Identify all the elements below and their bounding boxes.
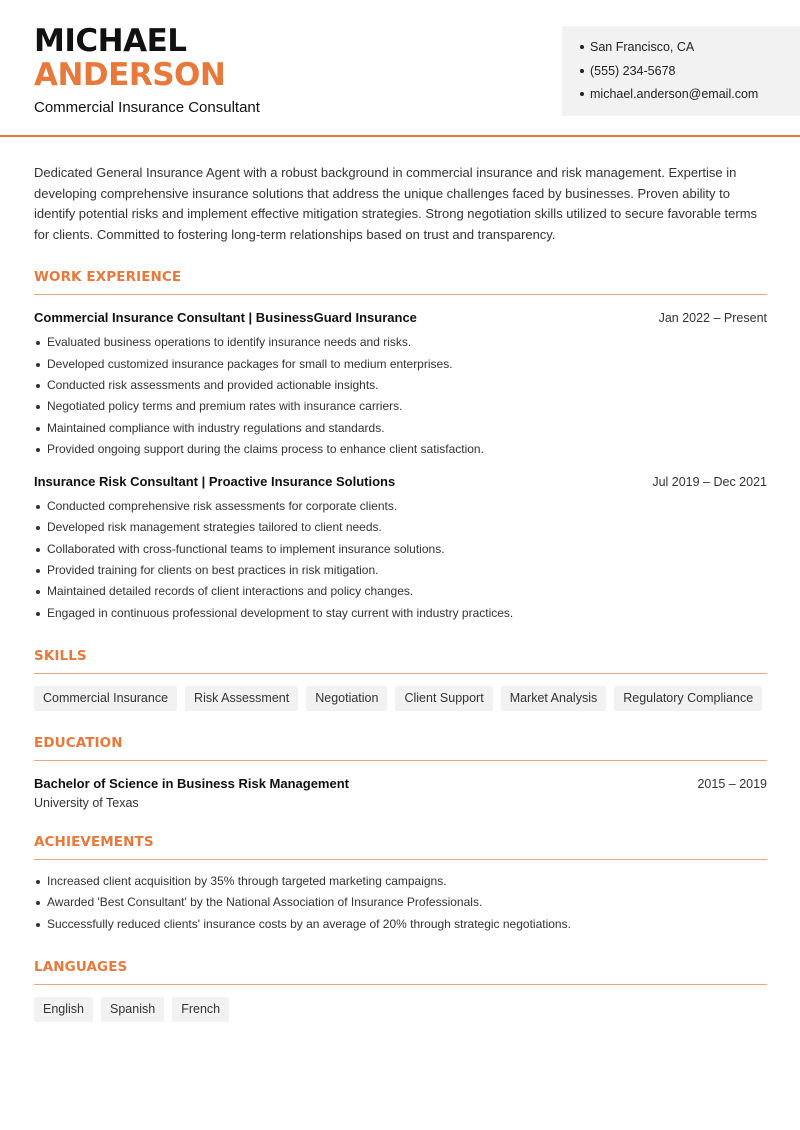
languages-tags <box>34 997 767 1022</box>
bullet-item: Collaborated with cross-functional teams to implement insurance solutions. <box>34 539 767 560</box>
skills-tags <box>34 686 767 711</box>
job-dates: Jul 2019 – Dec 2021 <box>652 475 767 490</box>
language-tag: French <box>172 997 229 1022</box>
bullet-item: Conducted risk assessments and provided actionable insights. <box>34 375 767 396</box>
job-title: Commercial Insurance Consultant <box>34 99 260 116</box>
section-heading: LANGUAGES <box>34 959 767 985</box>
section-heading: EDUCATION <box>34 735 767 761</box>
achievement-item: Increased client acquisition by 35% through targeted marketing campaigns. <box>34 871 767 892</box>
work-experience-section <box>34 269 767 624</box>
degree: Bachelor of Science in Business Risk Management <box>34 775 349 791</box>
resume-body <box>34 163 767 1022</box>
professional-summary: Dedicated General Insurance Agent with a robust background in commercial insurance and risk management. Expertise in developing comprehensive insurance solutions that address the unique challenges faced by businesses. Proven ability to identify potential risks and implement effective mitigation strategies. Strong negotiation skills utilized to secure favorable terms for clients. Committed to fostering long-term relationships based on trust and transparency. <box>34 165 758 242</box>
school-name: University of Texas <box>34 795 139 810</box>
first-name: MICHAEL <box>34 23 187 59</box>
contact-location: San Francisco, CA <box>580 39 800 63</box>
section-heading: SKILLS <box>34 648 767 674</box>
skill-tag: Commercial Insurance <box>34 686 177 711</box>
bullet-item: Maintained compliance with industry regulations and standards. <box>34 418 767 439</box>
bullet-item: Negotiated policy terms and premium rates with insurance carriers. <box>34 396 767 417</box>
education-dates: 2015 – 2019 <box>697 776 767 791</box>
achievements-list <box>34 871 767 935</box>
job-entry <box>34 310 767 460</box>
achievement-item: Successfully reduced clients' insurance costs by an average of 20% through strategic negotiations. <box>34 914 767 935</box>
resume-header <box>0 0 800 137</box>
bullet-item: Provided training for clients on best practices in risk mitigation. <box>34 560 767 581</box>
skill-tag: Negotiation <box>306 686 387 711</box>
job-entry <box>34 474 767 624</box>
job-title-company: Commercial Insurance Consultant | BusinessGuard Insurance <box>34 310 417 326</box>
education-entry <box>34 776 767 810</box>
job-bullets <box>34 332 767 460</box>
contact-box <box>562 26 800 116</box>
section-heading: WORK EXPERIENCE <box>34 269 767 295</box>
contact-email: michael.anderson@email.com <box>580 86 800 110</box>
job-header <box>34 474 767 489</box>
skill-tag: Regulatory Compliance <box>614 686 762 711</box>
languages-section <box>34 959 767 1022</box>
bullet-item: Conducted comprehensive risk assessments for corporate clients. <box>34 496 767 517</box>
skill-tag: Risk Assessment <box>185 686 298 711</box>
skills-section <box>34 648 767 711</box>
bullet-item: Evaluated business operations to identify insurance needs and risks. <box>34 332 767 353</box>
last-name: ANDERSON <box>34 57 226 93</box>
achievement-item: Awarded 'Best Consultant' by the National Association of Insurance Professionals. <box>34 892 767 913</box>
section-heading: ACHIEVEMENTS <box>34 834 767 860</box>
skill-tag: Market Analysis <box>501 686 607 711</box>
bullet-item: Engaged in continuous professional development to stay current with industry practices. <box>34 603 767 624</box>
bullet-item: Developed customized insurance packages for small to medium enterprises. <box>34 354 767 375</box>
job-title-company: Insurance Risk Consultant | Proactive Insurance Solutions <box>34 474 396 490</box>
job-dates: Jan 2022 – Present <box>658 311 767 326</box>
skill-tag: Client Support <box>395 686 492 711</box>
bullet-item: Maintained detailed records of client interactions and policy changes. <box>34 581 767 602</box>
bullet-item: Developed risk management strategies tailored to client needs. <box>34 517 767 538</box>
language-tag: English <box>34 997 93 1022</box>
education-header <box>34 776 767 791</box>
job-bullets <box>34 496 767 624</box>
job-header <box>34 310 767 325</box>
education-section <box>34 735 767 810</box>
contact-phone: (555) 234-5678 <box>580 63 800 87</box>
contact-list <box>580 39 800 110</box>
candidate-name <box>34 24 225 92</box>
language-tag: Spanish <box>101 997 164 1022</box>
achievements-section <box>34 834 767 935</box>
bullet-item: Provided ongoing support during the claims process to enhance client satisfaction. <box>34 439 767 460</box>
